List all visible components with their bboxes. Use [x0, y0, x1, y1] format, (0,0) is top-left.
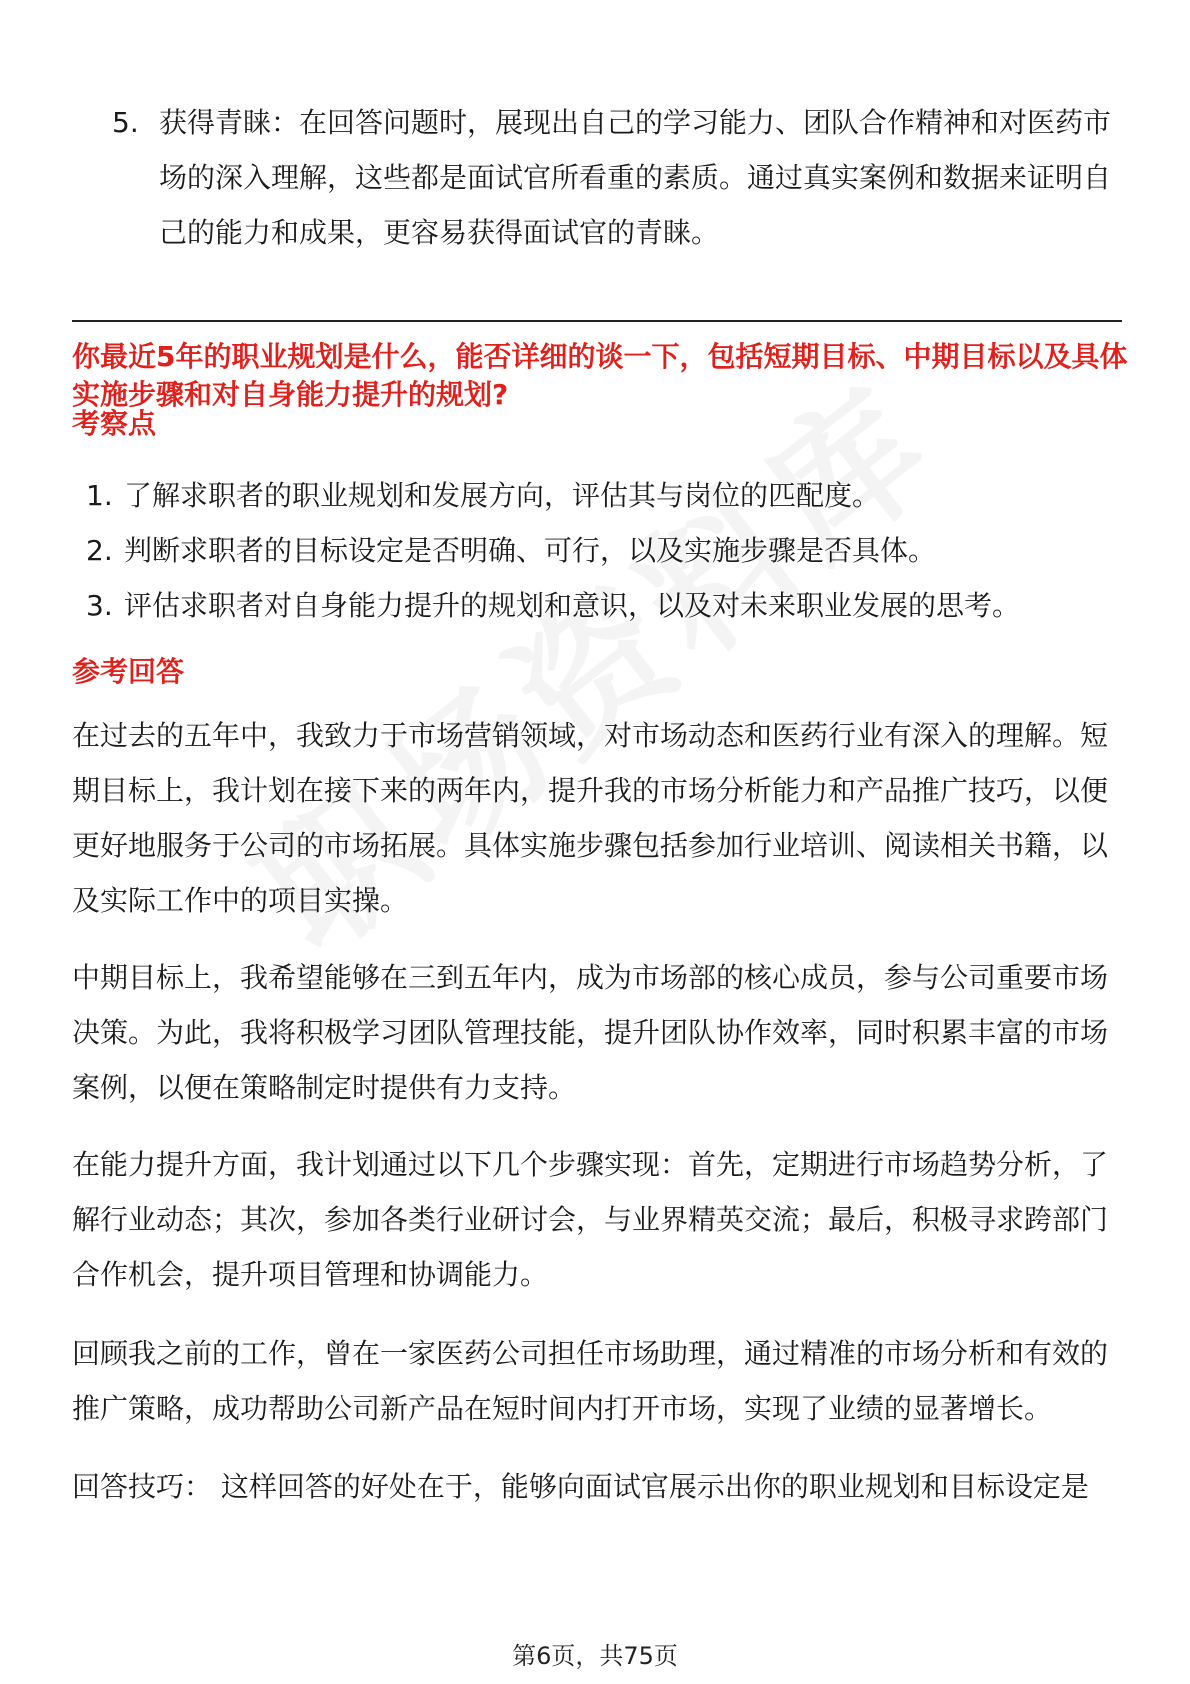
list-item-text: 评估求职者对自身能力提升的规划和意识，以及对未来职业发展的思考。 — [124, 589, 1021, 622]
answer-paragraph: 在过去的五年中，我致力于市场营销领域，对市场动态和医药行业有深入的理解。短期目标上，我计划在接下来的两年内，提升我的市场分析能力和产品推广技巧，以便更好地服务于公司的市场拓展。具体实施步骤包括参加行业培训、阅读相关书籍，以及实际工作中的项目实操。 — [72, 719, 1109, 917]
answer-paragraph: 在能力提升方面，我计划通过以下几个步骤实现：首先，定期进行市场趋势分析，了解行业动态；其次，参加各类行业研讨会，与业界精英交流；最后，积极寻求跨部门合作机会，提升项目管理和协调能力。 — [72, 1148, 1109, 1291]
list-item-number: 3. — [86, 589, 113, 622]
answer-tips: 回答技巧： 这样回答的好处在于，能够向面试官展示出你的职业规划和目标设定是 — [72, 1470, 1089, 1503]
list-item-number: 1. — [86, 479, 113, 512]
list-item-text: 判断求职者的目标设定是否明确、可行，以及实施步骤是否具体。 — [124, 534, 937, 567]
list-item — [86, 584, 1020, 624]
page-number: 第6页，共75页 — [512, 1642, 678, 1670]
section-title-points: 考察点 — [72, 407, 157, 440]
question-heading: 你最近5年的职业规划是什么，能否详细的谈一下，包括短期目标、中期目标以及具体实施步骤和对自身能力提升的规划? — [72, 340, 1128, 411]
section-title-answer: 参考回答 — [72, 655, 185, 688]
list-item-number: 5. — [112, 106, 139, 139]
section-divider — [72, 320, 1122, 322]
list-item — [86, 474, 880, 514]
list-item-text: 了解求职者的职业规划和发展方向，评估其与岗位的匹配度。 — [124, 479, 881, 512]
answer-paragraph: 中期目标上，我希望能够在三到五年内，成为市场部的核心成员，参与公司重要市场决策。为此，我将积极学习团队管理技能，提升团队协作效率，同时积累丰富的市场案例，以便在策略制定时提供有力支持。 — [72, 961, 1109, 1104]
list-item-text: 获得青睐：在回答问题时，展现出自己的学习能力、团队合作精神和对医药市场的深入理解，这些都是面试官所看重的素质。通过真实案例和数据来证明自己的能力和成果，更容易获得面试官的青睐。 — [159, 106, 1112, 249]
list-item-5 — [112, 95, 1122, 260]
answer-paragraph: 回顾我之前的工作，曾在一家医药公司担任市场助理，通过精准的市场分析和有效的推广策略，成功帮助公司新产品在短时间内打开市场，实现了业绩的显著增长。 — [72, 1337, 1109, 1425]
list-item-number: 2. — [86, 534, 113, 567]
list-item — [86, 529, 936, 569]
